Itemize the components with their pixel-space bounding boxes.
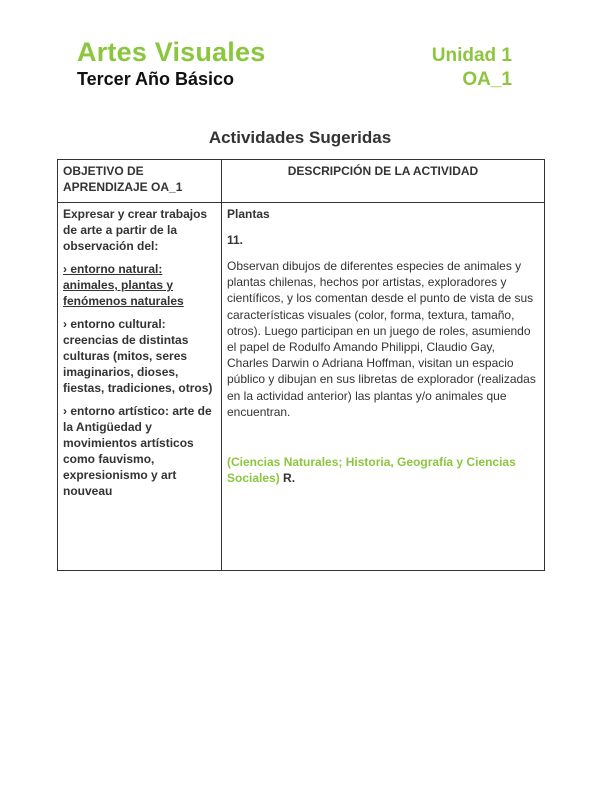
activity-number: 11. xyxy=(227,233,244,247)
description-column-header: DESCRIPCIÓN DE LA ACTIVIDAD xyxy=(222,160,545,203)
page-title: Artes Visuales xyxy=(77,37,266,67)
header-left xyxy=(77,36,265,90)
table-row xyxy=(58,203,545,571)
activity-references xyxy=(227,454,539,486)
objective-artistic: › entorno artístico: arte de la Antigüedad y movimientos artísticos como fauvismo, expresionismo y art nouveau xyxy=(63,404,212,498)
references-text: (Ciencias Naturales; Historia, Geografía y Ciencias Sociales) xyxy=(227,455,516,486)
objective-natural: › entorno natural: animales, plantas y fenómenos naturales xyxy=(63,262,184,308)
activity-description: Observan dibujos de diferentes especies de animales y plantas chilenas, hechos por artistas, exploradores y científicos, y los comentan desde el punto de vista de sus características visuales (color, forma, textura, tamaño, otros). Luego participan en un juego de roles, asumiendo el papel de Rodulfo Amando Philippi, Claudio Gay, Charles Darwin o Adriana Hoffman, visitan un espacio público y dibujan en sus libretas de explorador (realizadas en la actividad anterior) las plantas y/o animales que encuentran. xyxy=(227,259,536,419)
unit-label: Unidad 1 xyxy=(431,45,512,66)
grade-subtitle: Tercer Año Básico xyxy=(77,69,235,89)
oa-label: OA_1 xyxy=(462,69,512,90)
references-suffix: R. xyxy=(279,471,296,486)
table-header-row xyxy=(58,160,545,203)
activities-table xyxy=(57,159,545,571)
activity-heading: Plantas xyxy=(227,207,270,221)
objective-cell xyxy=(58,203,222,571)
objective-cultural: › entorno cultural: creencias de distintas culturas (mitos, seres imaginarios, dioses, fiestas, tradiciones, otros) xyxy=(63,317,213,395)
objective-column-header: OBJETIVO DE APRENDIZAJE OA_1 xyxy=(58,160,222,203)
section-title: Actividades Sugeridas xyxy=(208,128,392,147)
activity-cell xyxy=(222,203,545,571)
header-right xyxy=(432,44,512,92)
objective-intro: Expresar y crear trabajos de arte a partir de la observación del: xyxy=(63,207,208,253)
